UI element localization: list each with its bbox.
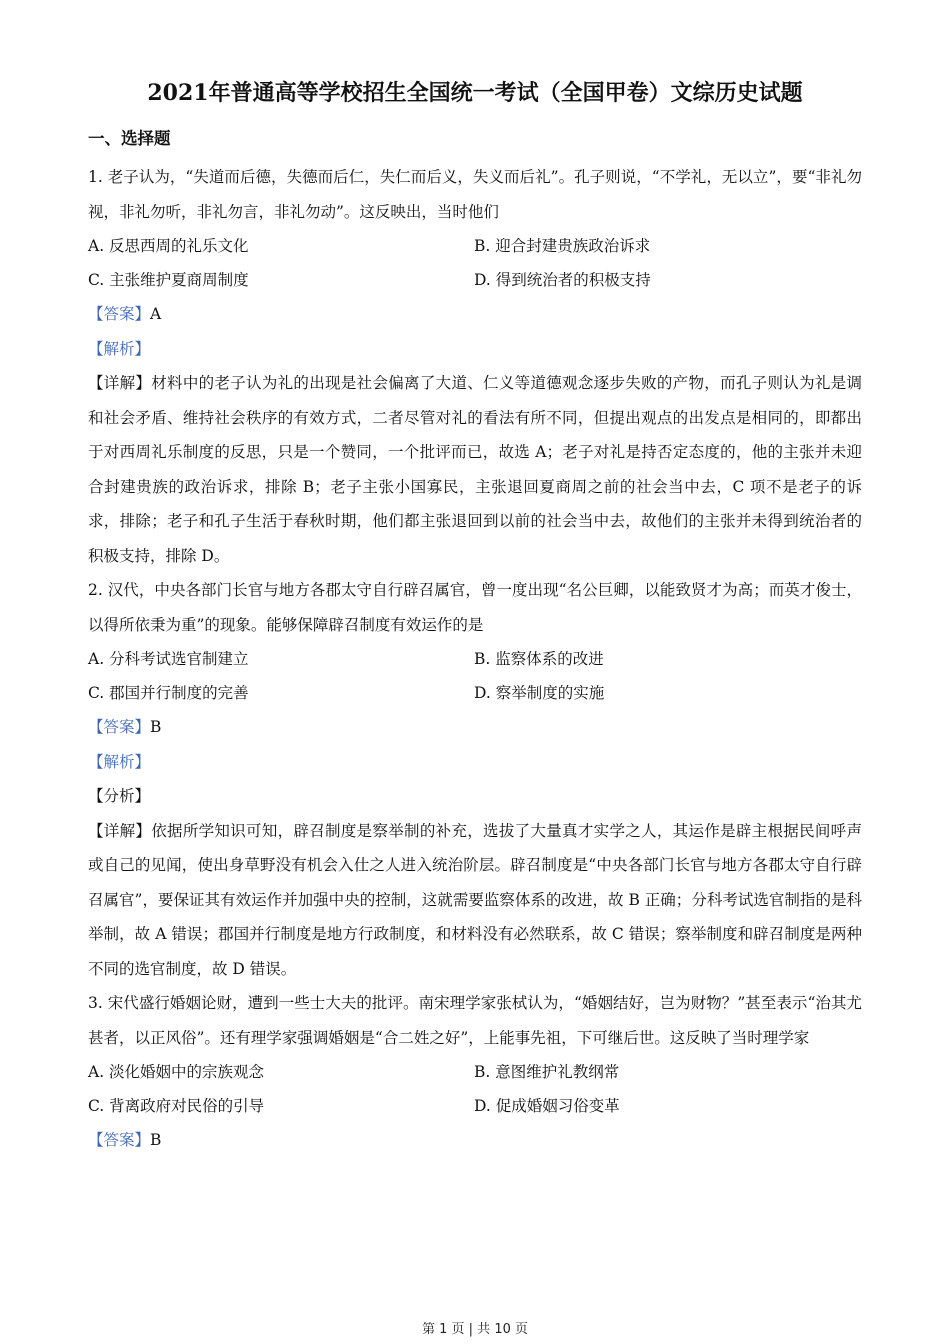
answer-line: [88, 1123, 862, 1158]
question-3: [88, 986, 862, 1158]
answer-value: A: [150, 305, 162, 323]
question-stem: 3. 宋代盛行婚姻论财，遭到一些士大夫的批评。南宋理学家张栻认为，“婚姻结好，岂为财物？”甚至表示“治其尤甚者，以正风俗”。还有理学家强调婚姻是“合二姓之好”，上能事先祖，下可继后世。这反映了当时理学家: [88, 994, 862, 1047]
detail-paragraph: [88, 366, 862, 573]
option-b: B. 迎合封建贵族政治诉求: [474, 237, 651, 255]
option-a: A. 反思西周的礼乐文化: [88, 237, 249, 255]
question-1: [88, 160, 862, 573]
answer-line: [88, 297, 862, 332]
page-title: 2021年普通高等学校招生全国统一考试（全国甲卷）文综历史试题: [147, 80, 803, 106]
option-c: C. 郡国并行制度的完善: [88, 684, 249, 702]
answer-label: 【答案】: [88, 718, 151, 736]
option-a: A. 淡化婚姻中的宗族观念: [88, 1063, 265, 1081]
option-b: B. 监察体系的改进: [474, 650, 604, 668]
question-stem: 1. 老子认为，“失道而后德，失德而后仁，失仁而后义，失义而后礼”。孔子则说，“不学礼，无以立”，要“非礼勿视，非礼勿听，非礼勿言，非礼勿动”。这反映出，当时他们: [88, 168, 862, 221]
section-heading: 一、选择题: [88, 129, 171, 148]
option-d: D. 察举制度的实施: [474, 684, 605, 702]
option-b: B. 意图维护礼教纲常: [474, 1063, 620, 1081]
options: [88, 229, 862, 297]
detail-text: 材料中的老子认为礼的出现是社会偏离了大道、仁义等道德观念逐步失败的产物，而孔子则认为礼是调和社会矛盾、维持社会秩序的有效方式，二者尽管对礼的看法有所不同，但提出观点的出发点是相同的，即都出于对西周礼乐制度的反思，只是一个赞同，一个批评而已，故选 A；老子对礼是持否定态度的，他的主张并未迎合封建贵族的政治诉求，排除 B；老子主张小国寡民，主张退回夏商周之前的社会当中去，C 项不是老子的诉求，排除；老子和孔子生活于春秋时期，他们都主张退回到以前的社会当中去，故他们的主张并未得到统治者的积极支持，排除 D。: [88, 374, 862, 565]
detail-label: 【详解】: [88, 821, 152, 840]
question-stem: 2. 汉代，中央各部门长官与地方各郡太守自行辟召属官，曾一度出现“名公巨卿，以能致贤才为高；而英才俊士，以得所依秉为重”的现象。能够保障辟召制度有效运作的是: [88, 581, 862, 634]
page-footer: 第 1 页 | 共 10 页: [422, 1322, 528, 1337]
option-c: C. 主张维护夏商周制度: [88, 271, 249, 289]
options: [88, 1055, 862, 1123]
option-d: D. 促成婚姻习俗变革: [474, 1097, 620, 1115]
analysis-label: 【解析】: [88, 339, 151, 358]
answer-value: B: [150, 1131, 162, 1149]
detail-text: 依据所学知识可知，辟召制度是察举制的补充，选拔了大量真才实学之人，其运作是辟主根据民间呼声或自己的见闻，使出身草野没有机会入仕之人进入统治阶层。辟召制度是“中央各部门长官与地方各郡太守自行辟召属官”，要保证其有效运作并加强中央的控制，这就需要监察体系的改进，故 B 正确；分科考试选官制指的是科举制，故 A 错误；郡国并行制度是地方行政制度，和材料没有必然联系，故 C 错误；察举制度和辟召制度是两种不同的选官制度，故 D 错误。: [88, 821, 862, 978]
answer-value: B: [150, 718, 162, 736]
detail-label: 【详解】: [88, 374, 152, 392]
option-a: A. 分科考试选官制建立: [88, 650, 249, 668]
answer-label: 【答案】: [88, 305, 151, 323]
options: [88, 642, 862, 710]
analysis-label: 【解析】: [88, 752, 151, 771]
option-d: D. 得到统治者的积极支持: [474, 271, 651, 289]
detail-paragraph: [88, 814, 862, 987]
option-c: C. 背离政府对民俗的引导: [88, 1097, 265, 1115]
answer-line: [88, 710, 862, 745]
fenxi-label: 【分析】: [88, 787, 151, 805]
answer-label: 【答案】: [88, 1131, 151, 1149]
question-2: [88, 573, 862, 986]
